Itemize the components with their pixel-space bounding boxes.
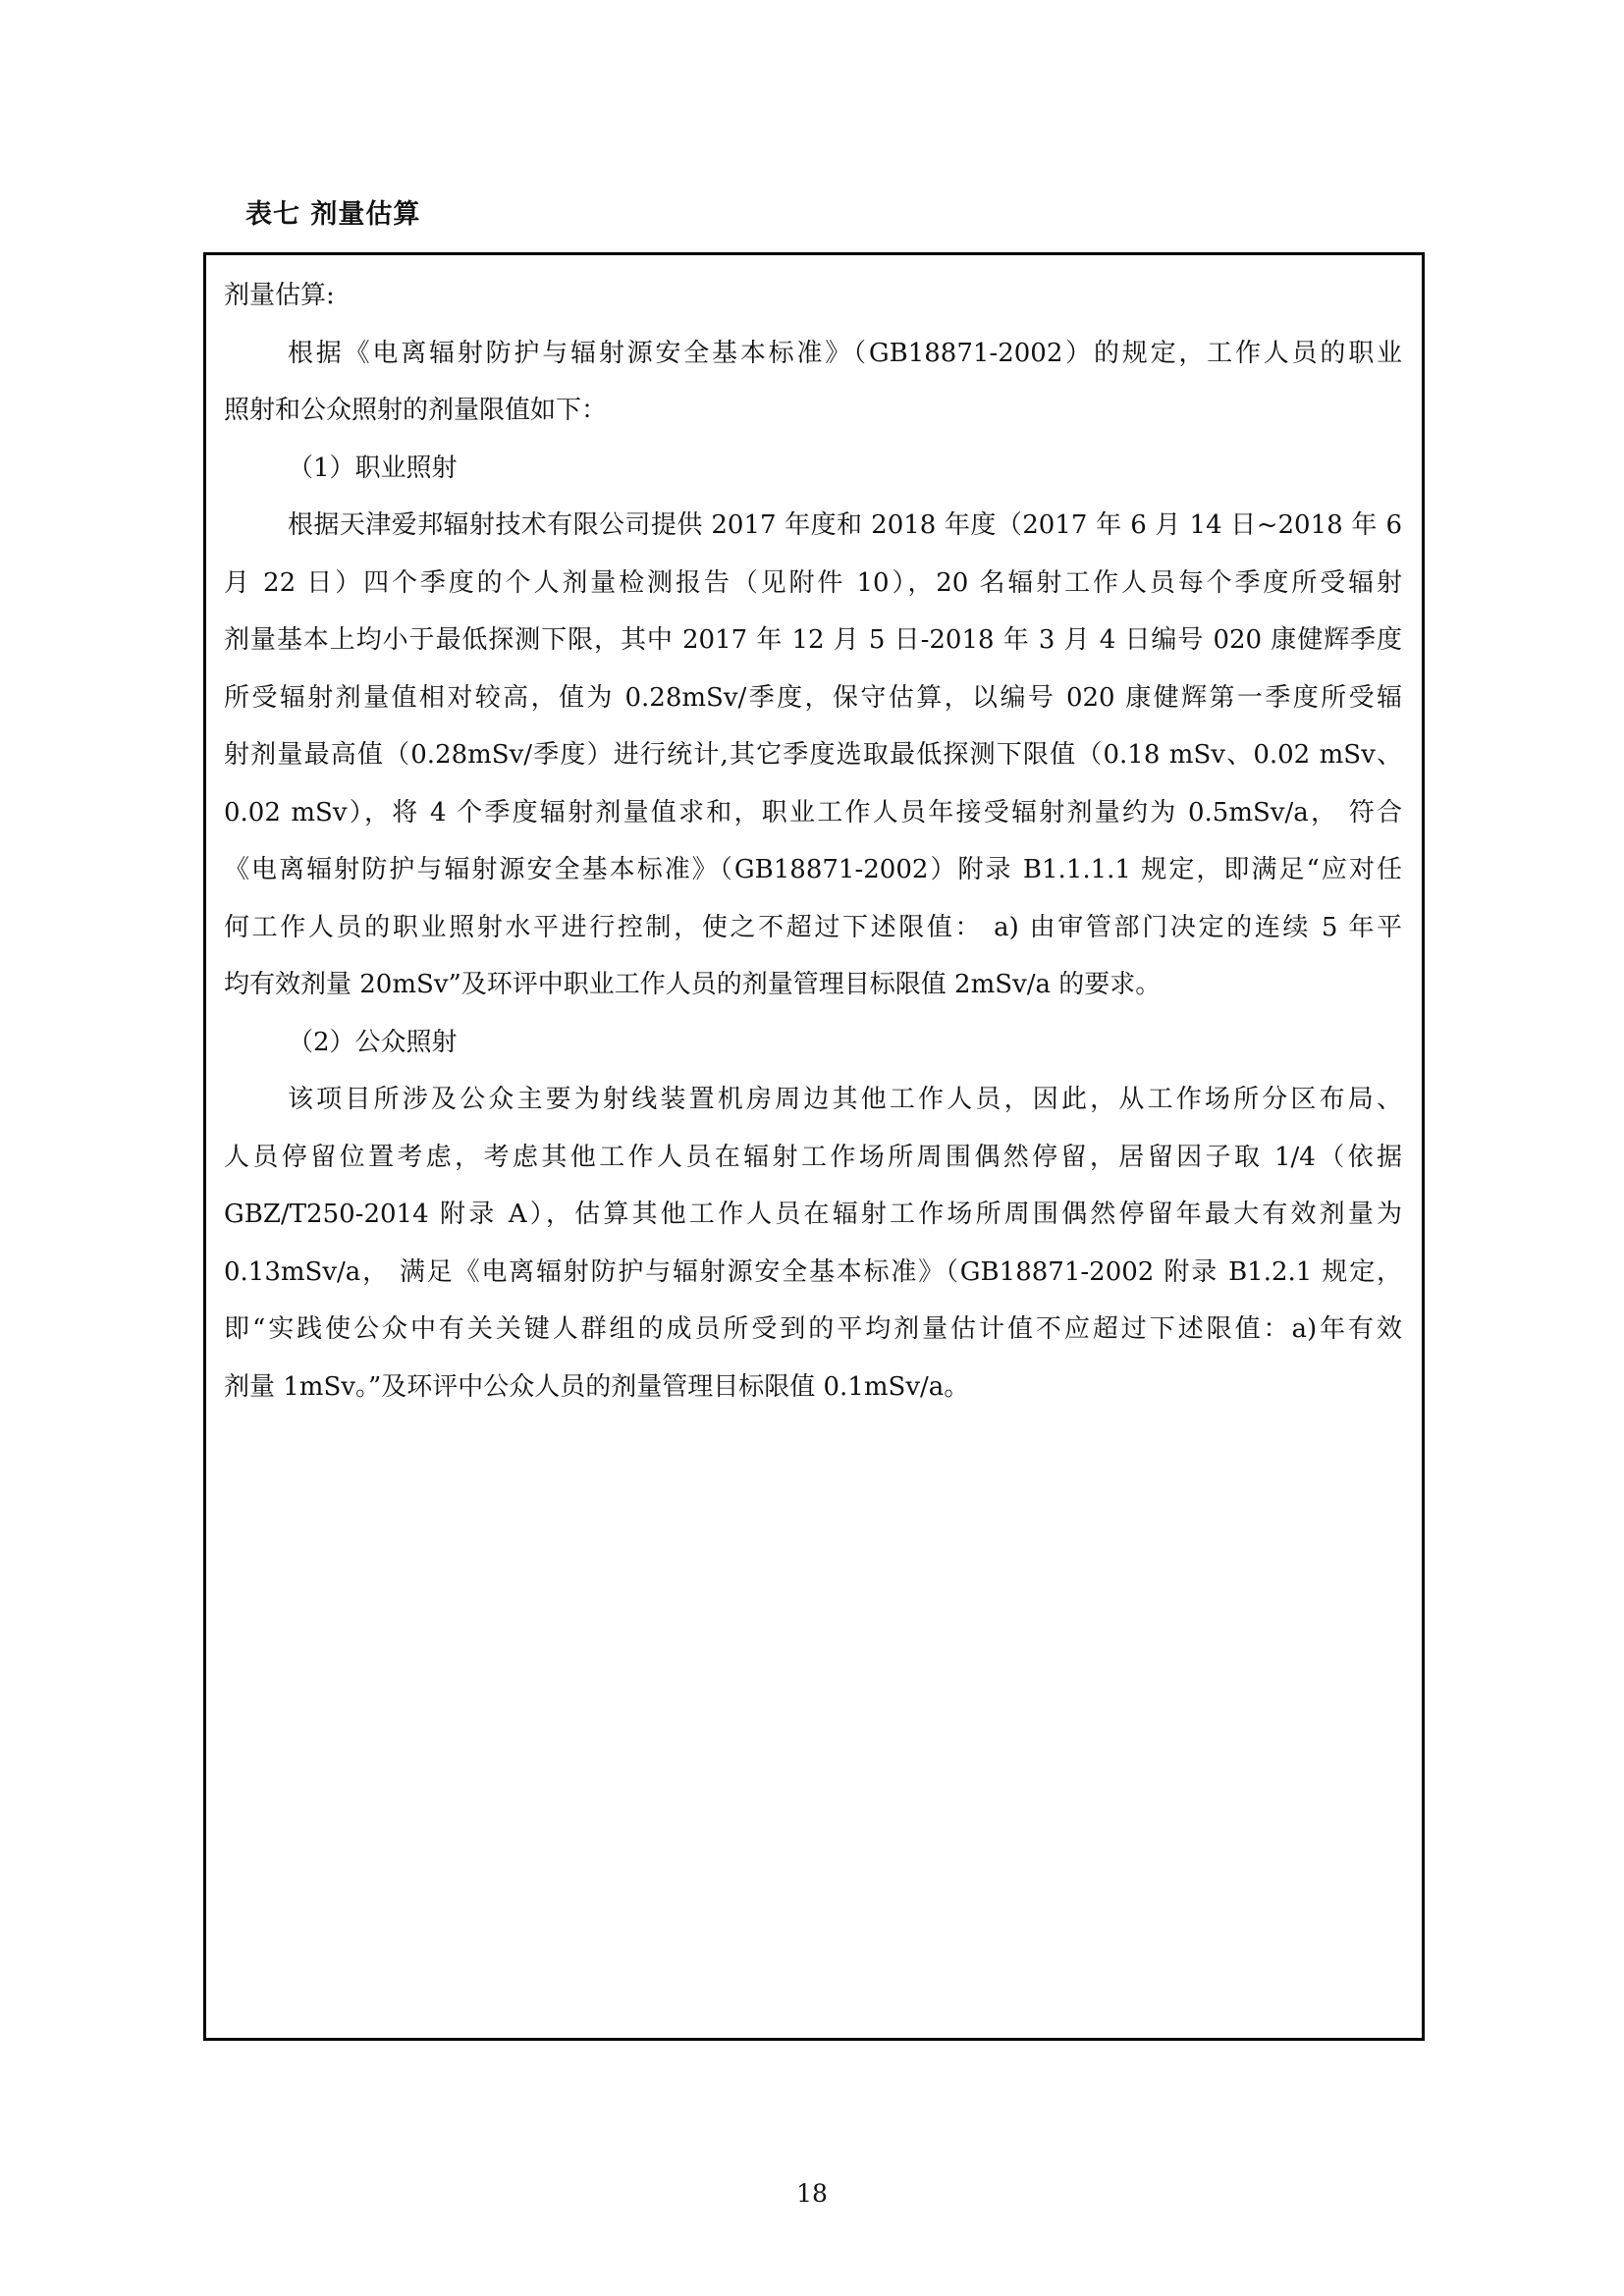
paragraph-line: 月 22 日）四个季度的个人剂量检测报告（见附件 10），20 名辐射工作人员每个季度所受辐射: [224, 567, 1402, 598]
intro-label: 剂量估算:: [224, 281, 335, 310]
paragraph-line: 剂量基本上均小于最低探测下限，其中 2017 年 12 月 5 日-2018 年 3 月 4 日编号 020 康健辉季度: [224, 625, 1402, 655]
paragraph-line: 均有效剂量 20mSv”及环评中职业工作人员的剂量管理目标限值 2mSv/a 的要求。: [224, 970, 1162, 999]
paragraph-line: 根据《电离辐射防护与辐射源安全基本标准》（GB18871-2002）的规定，工作人员的职业: [288, 338, 1402, 368]
paragraph-standard-intro: [224, 325, 1402, 440]
paragraph-line: 射剂量最高值（0.28mSv/季度）进行统计,其它季度选取最低探测下限值（0.18 mSv、0.02 mSv、: [224, 740, 1402, 770]
subheading-occupational: （1）职业照射: [288, 453, 458, 483]
paragraph-line: GBZ/T250-2014 附录 A），估算其他工作人员在辐射工作场所周围偶然停留年最大有效剂量为: [224, 1200, 1402, 1229]
paragraph-line: 《电离辐射防护与辐射源安全基本标准》（GB18871-2002）附录 B1.1.1.1 规定，即满足“应对任: [224, 855, 1402, 884]
paragraph-occupational: [224, 497, 1402, 1014]
paragraph-line: 人员停留位置考虑，考虑其他工作人员在辐射工作场所周围偶然停留，居留因子取 1/4（依据: [224, 1142, 1402, 1172]
page-number: 18: [796, 2179, 828, 2208]
paragraph-public: [224, 1071, 1402, 1415]
section-title: 表七 剂量估算: [245, 199, 421, 230]
paragraph-line: 剂量 1mSv。”及环评中公众人员的剂量管理目标限值 0.1mSv/a。: [224, 1371, 970, 1402]
paragraph-line: 根据天津爱邦辐射技术有限公司提供 2017 年度和 2018 年度（2017 年 6 月 14 日~2018 年 6: [288, 510, 1402, 540]
content-body: [224, 267, 1402, 1415]
paragraph-line: 所受辐射剂量值相对较高，值为 0.28mSv/季度，保守估算，以编号 020 康健辉第一季度所受辐: [224, 682, 1402, 713]
paragraph-line: 该项目所涉及公众主要为射线装置机房周边其他工作人员，因此，从工作场所分区布局、: [288, 1085, 1402, 1114]
subheading-public: （2）公众照射: [288, 1027, 458, 1057]
paragraph-line: 何工作人员的职业照射水平进行控制，使之不超过下述限值： a) 由审管部门决定的连续 5 年平: [224, 912, 1402, 942]
content-frame: [203, 252, 1425, 2041]
paragraph-line: 照射和公众照射的剂量限值如下：: [224, 396, 608, 425]
paragraph-line: 0.02 mSv），将 4 个季度辐射剂量值求和，职业工作人员年接受辐射剂量约为 0.5mSv/a， 符合: [224, 797, 1402, 828]
paragraph-line: 即“实践使公众中有关关键人群组的成员所受到的平均剂量估计值不应超过下述限值：a)年有效: [224, 1314, 1402, 1344]
paragraph-line: 0.13mSv/a， 满足《电离辐射防护与辐射源安全基本标准》（GB18871-2002 附录 B1.2.1 规定，: [224, 1256, 1402, 1287]
